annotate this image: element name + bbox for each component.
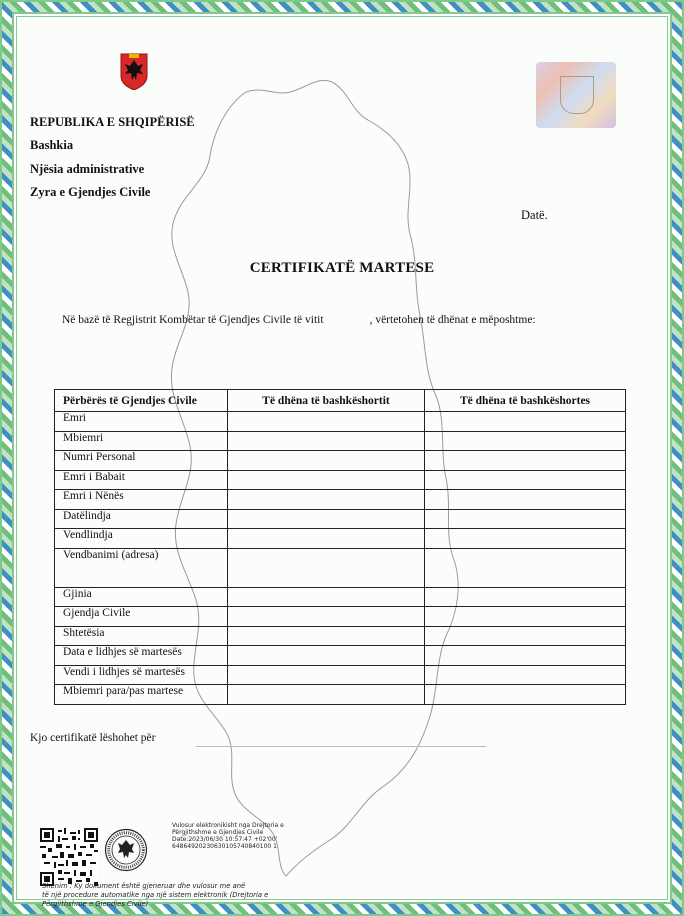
header-wife: Të dhëna të bashkëshortes bbox=[425, 390, 626, 412]
table-row bbox=[55, 509, 626, 529]
table-row bbox=[55, 431, 626, 451]
wife-cell bbox=[425, 431, 626, 451]
husband-cell bbox=[228, 412, 425, 432]
husband-cell bbox=[228, 509, 425, 529]
table-row bbox=[55, 607, 626, 627]
table-row bbox=[55, 587, 626, 607]
header-components: Përbërës të Gjendjes Civile bbox=[55, 390, 228, 412]
footer-note bbox=[42, 882, 322, 909]
husband-cell bbox=[228, 529, 425, 549]
husband-cell bbox=[228, 470, 425, 490]
husband-cell bbox=[228, 587, 425, 607]
row-label-gender: Gjinia bbox=[55, 587, 228, 607]
husband-cell bbox=[228, 685, 425, 705]
row-label-civil-status: Gjendja Civile bbox=[55, 607, 228, 627]
row-label-surname-change: Mbiemri para/pas martese bbox=[55, 685, 228, 705]
husband-cell bbox=[228, 607, 425, 627]
wife-cell bbox=[425, 646, 626, 666]
row-label-birth-date: Datëlindja bbox=[55, 509, 228, 529]
row-label-father-name: Emri i Babait bbox=[55, 470, 228, 490]
table-row bbox=[55, 529, 626, 549]
row-label-marriage-date: Data e lidhjes së martesës bbox=[55, 646, 228, 666]
wife-cell bbox=[425, 626, 626, 646]
wife-cell bbox=[425, 529, 626, 549]
table-row bbox=[55, 412, 626, 432]
header-admin-unit: Njësia administrative bbox=[30, 162, 145, 176]
husband-cell bbox=[228, 646, 425, 666]
header-husband: Të dhëna të bashkëshortit bbox=[228, 390, 425, 412]
wife-cell bbox=[425, 412, 626, 432]
issued-for-label: Kjo certifikatë lëshohet për bbox=[30, 732, 156, 744]
husband-cell bbox=[228, 490, 425, 510]
esign-line-2: Përgjithshme e Gjendjes Civile bbox=[172, 829, 264, 836]
row-label-personal-number: Numri Personal bbox=[55, 451, 228, 471]
page-title: CERTIFIKATË MARTESE bbox=[249, 260, 435, 276]
marriage-data-table bbox=[54, 389, 626, 705]
husband-cell bbox=[228, 626, 425, 646]
table-row bbox=[55, 470, 626, 490]
wife-cell bbox=[425, 587, 626, 607]
wife-cell bbox=[425, 665, 626, 685]
wife-cell bbox=[425, 685, 626, 705]
table-row bbox=[55, 451, 626, 471]
table-row bbox=[55, 548, 626, 587]
intro-text-after: , vërtetohen të dhënat e mëposhtme: bbox=[369, 314, 536, 326]
date-label: Datë. bbox=[521, 208, 548, 222]
table-row bbox=[55, 646, 626, 666]
albanian-eagle-emblem-icon bbox=[119, 52, 149, 90]
table-row bbox=[55, 665, 626, 685]
wife-cell bbox=[425, 490, 626, 510]
esign-line-3: Date:2023/06/30 10:57:47 +02'00' bbox=[172, 836, 278, 843]
row-label-marriage-place: Vendi i lidhjes së martesës bbox=[55, 665, 228, 685]
header-republic: REPUBLIKA E SHQIPËRISË bbox=[30, 115, 195, 129]
table-row bbox=[55, 490, 626, 510]
table-row bbox=[55, 685, 626, 705]
table-row bbox=[55, 626, 626, 646]
note-line-2: të një procedure automatike nga një sistem elektronik (Drejtoria e bbox=[42, 891, 269, 899]
husband-cell bbox=[228, 548, 425, 587]
note-line-1: Shënim : Ky dokument është gjeneruar dhe vulosur me anë bbox=[42, 882, 246, 890]
row-label-citizenship: Shtetësia bbox=[55, 626, 228, 646]
wife-cell bbox=[425, 548, 626, 587]
intro-text-before: Në bazë të Regjistrit Kombëtar të Gjendjes Civile të vitit bbox=[62, 314, 324, 326]
header-municipality: Bashkia bbox=[30, 138, 74, 152]
issued-for-line bbox=[196, 746, 486, 747]
hologram-crest-icon bbox=[560, 76, 594, 114]
wife-cell bbox=[425, 607, 626, 627]
wife-cell bbox=[425, 509, 626, 529]
husband-cell bbox=[228, 451, 425, 471]
row-label-name: Emri bbox=[55, 412, 228, 432]
note-line-3: Përgjithshme e Gjendjes Civile) bbox=[42, 900, 149, 908]
esign-line-4: 64864920230630105740840100 1 bbox=[172, 843, 277, 850]
table-header-row bbox=[55, 390, 626, 412]
wife-cell bbox=[425, 451, 626, 471]
electronic-signature-block bbox=[172, 822, 302, 850]
row-label-address: Vendbanimi (adresa) bbox=[55, 548, 228, 587]
husband-cell bbox=[228, 431, 425, 451]
row-label-mother-name: Emri i Nënës bbox=[55, 490, 228, 510]
intro-text bbox=[62, 314, 622, 326]
qr-code-icon bbox=[40, 828, 98, 886]
husband-cell bbox=[228, 665, 425, 685]
official-round-seal-icon bbox=[104, 828, 148, 872]
esign-line-1: Vulosur elektronikisht nga Drejtoria e bbox=[172, 822, 284, 829]
header-civil-office: Zyra e Gjendjes Civile bbox=[30, 185, 151, 199]
security-hologram-icon bbox=[536, 62, 616, 128]
row-label-birth-place: Vendlindja bbox=[55, 529, 228, 549]
wife-cell bbox=[425, 470, 626, 490]
row-label-surname: Mbiemri bbox=[55, 431, 228, 451]
